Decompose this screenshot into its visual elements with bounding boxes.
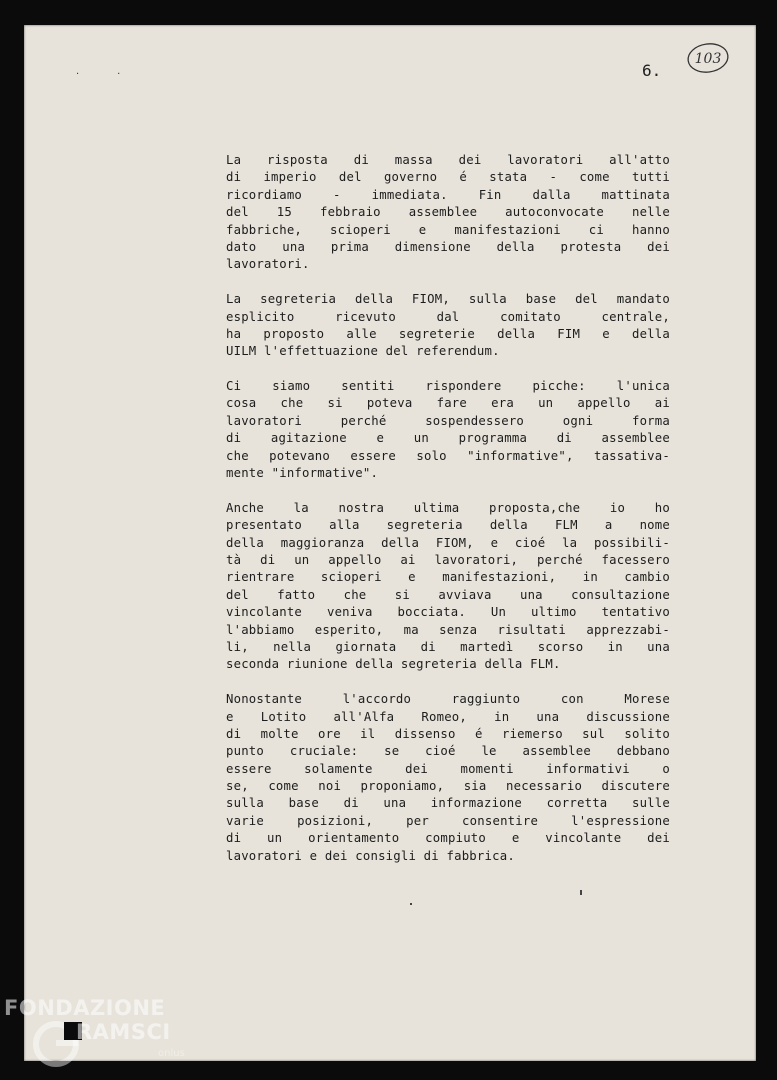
archive-number-text: 103 — [694, 51, 722, 67]
text-line: fabbriche, scioperi e manifestazioni ci hanno — [226, 222, 670, 237]
text-line: cosa che si poteva fare era un appello ai — [226, 396, 670, 411]
text-line: del 15 febbraio assemblee autoconvocate nelle — [226, 205, 670, 220]
text-line: lavoratori. — [226, 257, 310, 272]
text-line: se, come noi proponiamo, sia necessario discutere — [226, 779, 670, 794]
text-line: ha proposto alle segreterie della FIM e della — [226, 326, 670, 341]
stray-mark — [580, 890, 582, 895]
paragraph — [226, 152, 670, 274]
text-line: essere solamente dei momenti informativi o — [226, 761, 670, 776]
paragraph — [226, 291, 670, 361]
paragraph — [226, 691, 670, 865]
handwritten-archive-number — [686, 41, 730, 75]
text-line: li, nella giornata di martedì scorso in una — [226, 639, 670, 654]
paragraph — [226, 500, 670, 674]
text-line: sulla base di una informazione corretta sulle — [226, 796, 670, 811]
page-number: 6. — [642, 61, 662, 80]
text-line: l'abbiamo esperito, ma senza risultati apprezzabi- — [226, 622, 670, 637]
text-line: Nonostante l'accordo raggiunto con Morese — [226, 692, 670, 707]
fondazione-gramsci-watermark — [4, 996, 194, 1076]
text-line: La segreteria della FIOM, sulla base del mandato — [226, 292, 670, 307]
document-body — [226, 152, 670, 882]
circled-number-icon — [686, 41, 730, 75]
text-line: dato una prima dimensione della protesta dei — [226, 239, 670, 254]
text-line: del fatto che si avviava una consultazione — [226, 587, 670, 602]
watermark-line1: FONDAZIONE — [4, 996, 166, 1020]
text-line: esplicito ricevuto dal comitato centrale, — [226, 309, 670, 324]
text-line: mente "informative". — [226, 466, 379, 481]
text-line: che potevano essere solo "informative", tassativa- — [226, 448, 670, 463]
watermark-suffix: onlus — [158, 1048, 185, 1059]
text-line: UILM l'effettuazione del referendum. — [226, 344, 500, 359]
text-line: rientrare scioperi e manifestazioni, in cambio — [226, 570, 670, 585]
text-line: lavoratori e dei consigli di fabbrica. — [226, 848, 515, 863]
text-line: seconda riunione della segreteria della FLM. — [226, 657, 561, 672]
gramsci-logo-icon — [30, 1018, 82, 1070]
text-line: lavoratori perché sospendessero ogni forma — [226, 413, 670, 428]
text-line: varie posizioni, per consentire l'espressione — [226, 813, 670, 828]
text-line: di agitazione e un programma di assemblee — [226, 431, 670, 446]
text-line: Anche la nostra ultima proposta,che io ho — [226, 500, 670, 515]
paragraph — [226, 378, 670, 482]
text-line: e Lotito all'Alfa Romeo, in una discussione — [226, 709, 670, 724]
text-line: di un orientamento compiuto e vincolante dei — [226, 831, 670, 846]
text-line: La risposta di massa dei lavoratori all'atto — [226, 153, 670, 167]
hole-punch-dots: ·· — [76, 69, 159, 80]
text-line: di molte ore il dissenso é riemerso sul solito — [226, 726, 670, 741]
text-line: punto cruciale: se cioé le assemblee debbano — [226, 744, 670, 759]
watermark-line2: RAMSCI — [76, 1020, 171, 1044]
text-line: Ci siamo sentiti rispondere picche: l'unica — [226, 379, 670, 394]
stray-dot — [410, 903, 412, 905]
paper-sheet — [24, 25, 756, 1061]
text-line: di imperio del governo é stata - come tutti — [226, 170, 670, 185]
text-line: ricordiamo - immediata. Fin dalla mattinata — [226, 187, 670, 202]
text-line: della maggioranza della FIOM, e cioé la possibili- — [226, 535, 670, 550]
text-line: presentato alla segreteria della FLM a nome — [226, 518, 670, 533]
text-line: vincolante veniva bocciata. Un ultimo tentativo — [226, 605, 670, 620]
text-line: tà di un appello ai lavoratori, perché facessero — [226, 552, 670, 567]
